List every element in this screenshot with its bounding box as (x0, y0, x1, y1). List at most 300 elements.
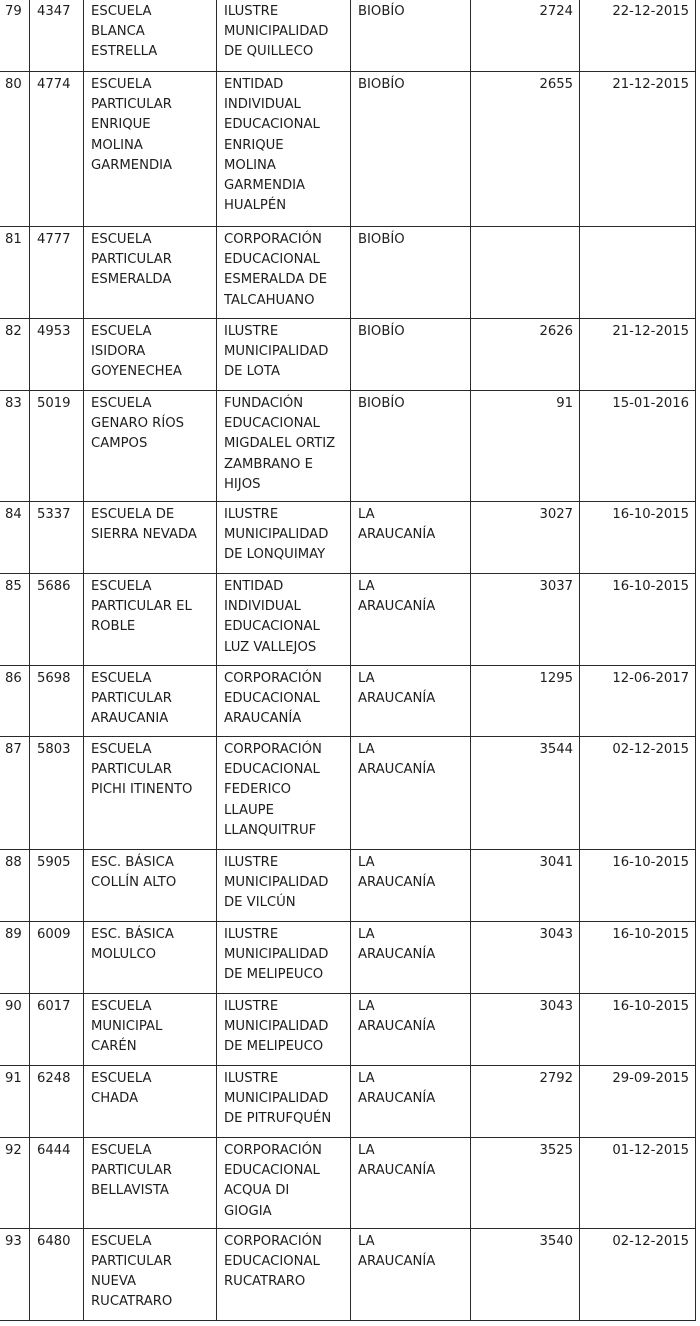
rbd-cell (30, 319, 84, 391)
cell-text: 91 (556, 396, 573, 411)
table-row (0, 227, 696, 319)
cell-text-line: EDUCACIONAL (224, 117, 320, 133)
cell-text-line: ENTIDAD (224, 579, 284, 595)
table-row (0, 994, 696, 1066)
cell-text: 21-12-2015 (612, 324, 689, 339)
row-number-cell (0, 391, 30, 502)
cell-text-line: ENRIQUE (91, 117, 151, 133)
rbd-cell (30, 72, 84, 227)
cell-text: 82 (5, 324, 22, 339)
resolution-date-cell (580, 391, 696, 502)
cell-text: 4777 (37, 232, 71, 247)
cell-text: 79 (5, 4, 22, 19)
cell-text-line: BELLAVISTA (91, 1183, 169, 1199)
resolution-number-cell (471, 1066, 580, 1138)
cell-text-line: ESCUELA (91, 579, 152, 595)
resolution-number-cell (471, 319, 580, 391)
cell-text-line: PARTICULAR EL (91, 599, 192, 615)
cell-text-line: ARAUCANÍA (358, 1254, 436, 1270)
cell-text-line: BIOBÍO (358, 4, 405, 19)
sostenedor-cell (217, 319, 351, 391)
cell-text: 16-10-2015 (612, 579, 689, 595)
resolution-number-cell (471, 850, 580, 922)
table-row (0, 574, 696, 666)
cell-text-line: EDUCACIONAL (224, 762, 320, 778)
cell-text-line: NUEVA (91, 1274, 137, 1290)
cell-text: 4953 (37, 324, 71, 339)
cell-text-line: PARTICULAR (91, 97, 172, 113)
cell-text: 6009 (37, 927, 71, 943)
cell-text: 6017 (37, 999, 71, 1015)
region-cell (351, 227, 471, 319)
table-row (0, 1066, 696, 1138)
cell-text: 86 (5, 671, 22, 687)
cell-text-line: ESMERALDA (91, 272, 172, 288)
row-number-cell (0, 502, 30, 574)
resolution-date-cell (580, 850, 696, 922)
cell-text-line: LA (358, 742, 375, 758)
cell-text-line: CHADA (91, 1091, 139, 1107)
cell-text-line: COLLÍN ALTO (91, 875, 177, 891)
region-cell (351, 994, 471, 1066)
resolution-date-cell (580, 994, 696, 1066)
cell-text-line: LA (358, 671, 375, 687)
cell-text-line: CORPORACIÓN (224, 1233, 322, 1249)
cell-text-line: ESCUELA (91, 1143, 152, 1159)
cell-text-line: PARTICULAR (91, 1254, 172, 1270)
cell-text-line: FUNDACIÓN (224, 396, 304, 411)
cell-text: 93 (5, 1233, 22, 1249)
cell-text-line: MUNICIPALIDAD (224, 947, 329, 963)
region-cell (351, 1228, 471, 1320)
region-cell (351, 502, 471, 574)
sostenedor-cell (217, 227, 351, 319)
cell-text-line: DE MELIPEUCO (224, 967, 324, 983)
cell-text: 4347 (37, 4, 71, 19)
resolution-number-cell (471, 1138, 580, 1229)
cell-text: 02-12-2015 (612, 742, 689, 758)
school-name-cell (84, 227, 217, 319)
sostenedor-cell (217, 850, 351, 922)
cell-text-line: ESCUELA (91, 77, 152, 92)
resolution-number-cell (471, 666, 580, 737)
rbd-cell (30, 391, 84, 502)
cell-text-line: EDUCACIONAL (224, 1163, 320, 1179)
table-row (0, 1138, 696, 1229)
table-row (0, 1228, 696, 1320)
cell-text-line: LA (358, 1233, 375, 1249)
cell-text-line: ARAUCANÍA (358, 599, 436, 615)
cell-text-line: MUNICIPALIDAD (224, 527, 329, 543)
resolution-date-cell (580, 502, 696, 574)
cell-text-line: ESCUELA (91, 1071, 152, 1087)
cell-text: 16-10-2015 (612, 855, 689, 871)
cell-text-line: ARAUCANIA (91, 711, 169, 727)
resolution-date-cell (580, 666, 696, 737)
rbd-cell (30, 922, 84, 994)
cell-text-line: HUALPÉN (224, 198, 287, 214)
cell-text-line: ILUSTRE (224, 324, 279, 339)
row-number-cell (0, 666, 30, 737)
rbd-cell (30, 574, 84, 666)
cell-text-line: LA (358, 855, 375, 871)
region-cell (351, 319, 471, 391)
cell-text-line: MUNICIPALIDAD (224, 24, 329, 40)
rbd-cell (30, 1138, 84, 1229)
cell-text-line: CAMPOS (91, 436, 148, 452)
row-number-cell (0, 1066, 30, 1138)
cell-text-line: ZAMBRANO E (224, 456, 313, 472)
sostenedor-cell (217, 574, 351, 666)
cell-text-line: LA (358, 999, 375, 1015)
cell-text-line: DE LONQUIMAY (224, 547, 326, 563)
resolution-number-cell (471, 1228, 580, 1320)
table-row (0, 922, 696, 994)
cell-text: 90 (5, 999, 22, 1015)
cell-text: 6480 (37, 1233, 71, 1249)
resolution-date-cell (580, 737, 696, 850)
cell-text-line: SIERRA NEVADA (91, 527, 197, 543)
cell-text-line: ILUSTRE (224, 1071, 279, 1087)
region-cell (351, 574, 471, 666)
row-number-cell (0, 319, 30, 391)
cell-text-line: DE PITRUFQUÉN (224, 1111, 332, 1127)
table-row (0, 391, 696, 502)
cell-text: 81 (5, 232, 22, 247)
resolution-number-cell (471, 72, 580, 227)
school-name-cell (84, 994, 217, 1066)
cell-text-line: LA (358, 579, 375, 595)
cell-text: 87 (5, 742, 22, 758)
school-name-cell (84, 922, 217, 994)
sostenedor-cell (217, 994, 351, 1066)
cell-text-line: MUNICIPALIDAD (224, 1091, 329, 1107)
cell-text-line: BIOBÍO (358, 324, 405, 339)
cell-text-line: ESC. BÁSICA (91, 855, 174, 871)
cell-text: 91 (5, 1071, 22, 1087)
rbd-cell (30, 994, 84, 1066)
cell-text: 12-06-2017 (612, 671, 689, 687)
sostenedor-cell (217, 922, 351, 994)
cell-text-line: ESTRELLA (91, 44, 158, 60)
cell-text: 02-12-2015 (612, 1233, 689, 1249)
cell-text-line: DE LOTA (224, 364, 280, 380)
resolution-number-cell (471, 227, 580, 319)
resolution-date-cell (580, 72, 696, 227)
cell-text: 5019 (37, 396, 71, 411)
rbd-cell (30, 737, 84, 850)
cell-text-line: TALCAHUANO (224, 292, 315, 308)
cell-text: 16-10-2015 (612, 999, 689, 1015)
cell-text-line: CARÉN (91, 1039, 137, 1055)
cell-text-line: ARAUCANÍA (224, 711, 302, 727)
rbd-cell (30, 502, 84, 574)
rbd-cell (30, 0, 84, 72)
table-row (0, 666, 696, 737)
cell-text: 2792 (539, 1071, 573, 1087)
cell-text-line: INDIVIDUAL (224, 97, 301, 113)
cell-text: 1295 (539, 671, 573, 687)
cell-text-line: CORPORACIÓN (224, 742, 322, 758)
cell-text: 5337 (37, 507, 71, 523)
row-number-cell (0, 574, 30, 666)
cell-text: 5803 (37, 742, 71, 758)
row-number-cell (0, 850, 30, 922)
cell-text-line: INDIVIDUAL (224, 599, 301, 615)
cell-text-line: GENARO RÍOS (91, 416, 184, 432)
resolution-date-cell (580, 1138, 696, 1229)
cell-text-line: PARTICULAR (91, 762, 172, 778)
cell-text: 89 (5, 927, 22, 943)
cell-text-line: ESCUELA (91, 1233, 152, 1249)
cell-text-line: ENTIDAD (224, 77, 284, 92)
cell-text: 84 (5, 507, 22, 523)
resolution-date-cell (580, 1228, 696, 1320)
resolution-date-cell (580, 319, 696, 391)
row-number-cell (0, 922, 30, 994)
resolution-number-cell (471, 574, 580, 666)
school-name-cell (84, 72, 217, 227)
resolution-date-cell (580, 574, 696, 666)
cell-text: 85 (5, 579, 22, 595)
cell-text-line: CORPORACIÓN (224, 671, 322, 687)
cell-text-line: RUCATRARO (224, 1274, 306, 1290)
cell-text-line: CORPORACIÓN (224, 1143, 322, 1159)
cell-text-line: ESCUELA (91, 999, 152, 1015)
cell-text-line: ILUSTRE (224, 999, 279, 1015)
row-number-cell (0, 737, 30, 850)
cell-text-line: EDUCACIONAL (224, 691, 320, 707)
region-cell (351, 72, 471, 227)
row-number-cell (0, 994, 30, 1066)
resolution-number-cell (471, 0, 580, 72)
region-cell (351, 0, 471, 72)
sostenedor-cell (217, 502, 351, 574)
cell-text-line: ARAUCANÍA (358, 691, 436, 707)
cell-text-line: ARAUCANÍA (358, 947, 436, 963)
cell-text-line: GARMENDIA (91, 157, 173, 173)
cell-text: 5698 (37, 671, 71, 687)
rbd-cell (30, 1066, 84, 1138)
cell-text: 3540 (539, 1233, 573, 1249)
school-name-cell (84, 737, 217, 850)
cell-text-line: ESC. BÁSICA (91, 927, 174, 943)
resolution-date-cell (580, 1066, 696, 1138)
row-number-cell (0, 227, 30, 319)
region-cell (351, 1066, 471, 1138)
cell-text-line: ARAUCANÍA (358, 1091, 436, 1107)
cell-text-line: ESCUELA (91, 742, 152, 758)
cell-text-line: BIOBÍO (358, 232, 405, 247)
cell-text-line: MOLINA (91, 137, 143, 153)
rbd-cell (30, 1228, 84, 1320)
resolution-number-cell (471, 994, 580, 1066)
cell-text-line: DE VILCÚN (224, 895, 296, 911)
cell-text-line: PICHI ITINENTO (91, 782, 193, 798)
school-name-cell (84, 666, 217, 737)
cell-text-line: MIGDALEL ORTIZ (224, 436, 336, 452)
table-row (0, 737, 696, 850)
cell-text: 3027 (539, 507, 573, 523)
table-row (0, 319, 696, 391)
cell-text-line: ARAUCANÍA (358, 1163, 436, 1179)
cell-text-line: BIOBÍO (358, 396, 405, 411)
cell-text-line: MOLINA (224, 157, 276, 173)
cell-text-line: ILUSTRE (224, 927, 279, 943)
school-name-cell (84, 850, 217, 922)
sostenedor-cell (217, 666, 351, 737)
cell-text-line: ESCUELA (91, 4, 152, 19)
resolution-date-cell (580, 922, 696, 994)
cell-text-line: ARAUCANÍA (358, 762, 436, 778)
cell-text-line: LA (358, 507, 375, 523)
sostenedor-cell (217, 0, 351, 72)
cell-text-line: HIJOS (224, 476, 261, 492)
cell-text-line: PARTICULAR (91, 691, 172, 707)
row-number-cell (0, 1138, 30, 1229)
school-name-cell (84, 0, 217, 72)
cell-text-line: PARTICULAR (91, 1163, 172, 1179)
cell-text: 5686 (37, 579, 71, 595)
resolution-number-cell (471, 391, 580, 502)
cell-text: 3525 (539, 1143, 573, 1159)
cell-text-line: LA (358, 1071, 375, 1087)
school-name-cell (84, 319, 217, 391)
table-row (0, 72, 696, 227)
school-name-cell (84, 574, 217, 666)
cell-text-line: LA (358, 1143, 375, 1159)
cell-text-line: ILUSTRE (224, 4, 279, 19)
cell-text: 3043 (539, 927, 573, 943)
cell-text: 16-10-2015 (612, 507, 689, 523)
cell-text-line: CORPORACIÓN (224, 232, 322, 247)
cell-text-line: ESCUELA (91, 396, 152, 411)
cell-text-line: LA (358, 927, 375, 943)
table-row (0, 850, 696, 922)
cell-text-line: ILUSTRE (224, 855, 279, 871)
resolution-number-cell (471, 502, 580, 574)
cell-text-line: DE QUILLECO (224, 44, 314, 60)
region-cell (351, 737, 471, 850)
resolution-date-cell (580, 0, 696, 72)
cell-text: 3041 (539, 855, 573, 871)
cell-text-line: MUNICIPALIDAD (224, 875, 329, 891)
cell-text: 4774 (37, 77, 71, 92)
cell-text: 3043 (539, 999, 573, 1015)
cell-text-line: LLANQUITRUF (224, 822, 317, 838)
region-cell (351, 922, 471, 994)
cell-text-line: EDUCACIONAL (224, 252, 320, 268)
cell-text-line: ILUSTRE (224, 507, 279, 523)
cell-text-line: GOYENECHEA (91, 364, 182, 380)
cell-text-line: BLANCA (91, 24, 145, 40)
sostenedor-cell (217, 72, 351, 227)
cell-text-line: PARTICULAR (91, 252, 172, 268)
cell-text: 92 (5, 1143, 22, 1159)
sostenedor-cell (217, 737, 351, 850)
cell-text-line: ESCUELA (91, 671, 152, 687)
cell-text: 29-09-2015 (612, 1071, 689, 1087)
cell-text-line: EDUCACIONAL (224, 619, 320, 635)
cell-text-line: FEDERICO (224, 782, 292, 798)
school-name-cell (84, 391, 217, 502)
rbd-cell (30, 227, 84, 319)
cell-text: 6444 (37, 1143, 71, 1159)
cell-text: 2655 (539, 77, 573, 92)
sostenedor-cell (217, 1066, 351, 1138)
sostenedor-cell (217, 1138, 351, 1229)
cell-text: 3544 (539, 742, 573, 758)
cell-text-line: MOLULCO (91, 947, 157, 963)
cell-text: 5905 (37, 855, 71, 871)
cell-text: 2724 (539, 4, 573, 19)
cell-text-line: BIOBÍO (358, 77, 405, 92)
resolution-date-cell (580, 227, 696, 319)
table-row (0, 0, 696, 72)
cell-text-line: GIOGIA (224, 1203, 272, 1219)
school-name-cell (84, 1228, 217, 1320)
cell-text: 16-10-2015 (612, 927, 689, 943)
cell-text-line: ENRIQUE (224, 137, 284, 153)
cell-text: 6248 (37, 1071, 71, 1087)
cell-text-line: MUNICIPAL (91, 1019, 163, 1035)
cell-text-line: ACQUA DI (224, 1183, 290, 1199)
sostenedor-cell (217, 1228, 351, 1320)
region-cell (351, 666, 471, 737)
cell-text: 01-12-2015 (612, 1143, 689, 1159)
region-cell (351, 1138, 471, 1229)
row-number-cell (0, 72, 30, 227)
cell-text: 2626 (539, 324, 573, 339)
cell-text-line: RUCATRARO (91, 1294, 173, 1310)
cell-text-line: MUNICIPALIDAD (224, 344, 329, 360)
cell-text-line: ARAUCANÍA (358, 1019, 436, 1035)
cell-text: 3037 (539, 579, 573, 595)
school-name-cell (84, 1066, 217, 1138)
cell-text: 83 (5, 396, 22, 411)
region-cell (351, 391, 471, 502)
cell-text: 22-12-2015 (612, 4, 689, 19)
cell-text-line: ESCUELA DE (91, 507, 175, 523)
cell-text-line: EDUCACIONAL (224, 416, 320, 432)
cell-text-line: ARAUCANÍA (358, 875, 436, 891)
resolution-number-cell (471, 922, 580, 994)
cell-text-line: EDUCACIONAL (224, 1254, 320, 1270)
cell-text-line: LUZ VALLEJOS (224, 639, 317, 655)
rbd-cell (30, 666, 84, 737)
row-number-cell (0, 1228, 30, 1320)
cell-text-line: ESCUELA (91, 324, 152, 339)
region-cell (351, 850, 471, 922)
resolution-number-cell (471, 737, 580, 850)
row-number-cell (0, 0, 30, 72)
cell-text-line: LLAUPE (224, 802, 274, 818)
cell-text-line: ESCUELA (91, 232, 152, 247)
cell-text: 21-12-2015 (612, 77, 689, 92)
table-row (0, 502, 696, 574)
cell-text-line: MUNICIPALIDAD (224, 1019, 329, 1035)
cell-text-line: ISIDORA (91, 344, 146, 360)
cell-text-line: ESMERALDA DE (224, 272, 328, 288)
school-name-cell (84, 502, 217, 574)
sostenedor-cell (217, 391, 351, 502)
cell-text-line: GARMENDIA (224, 178, 306, 194)
cell-text-line: ARAUCANÍA (358, 527, 436, 543)
cell-text-line: DE MELIPEUCO (224, 1039, 324, 1055)
rbd-cell (30, 850, 84, 922)
cell-text: 15-01-2016 (612, 396, 689, 411)
cell-text: 88 (5, 855, 22, 871)
